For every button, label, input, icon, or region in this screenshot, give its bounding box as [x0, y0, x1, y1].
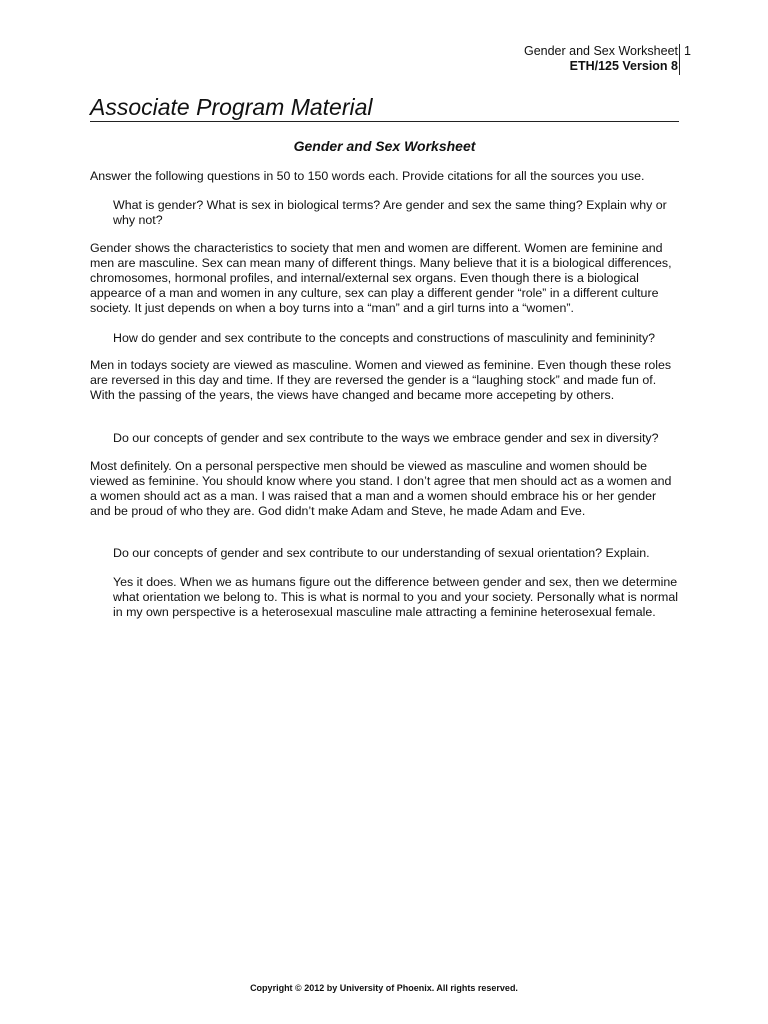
- header-divider: [679, 44, 680, 75]
- question-3: Do our concepts of gender and sex contribute to the ways we embrace gender and sex in diversity?: [113, 431, 659, 446]
- copyright-footer: Copyright © 2012 by University of Phoenix. All rights reserved.: [250, 983, 518, 993]
- page-header: [524, 44, 678, 74]
- worksheet-body: [90, 169, 680, 620]
- answer-3: Most definitely. On a personal perspective men should be viewed as masculine and women should be viewed as feminine. You should know where you stand. I don’t agree that men should act as a women and a women should act as a man. I was raised that a man and a women should embrace his or her gender and be proud of who they are. God didn’t make Adam and Steve, he made Adam and Eve.: [90, 458, 672, 519]
- question-4: Do our concepts of gender and sex contribute to our understanding of sexual orientation? Explain.: [113, 546, 650, 561]
- answer-2: Men in todays society are viewed as masculine. Women and viewed as feminine. Even though these roles are reversed in this day and time. If they are reversed the gender is a “laughing stock” and made fun of. With the passing of the years, the views have changed and became more accepeting by others.: [90, 357, 672, 403]
- title-divider: [90, 121, 679, 122]
- header-course: ETH/125 Version 8: [569, 59, 678, 73]
- question-2: How do gender and sex contribute to the concepts and constructions of masculinity and femininity?: [113, 330, 656, 345]
- question-1: What is gender? What is sex in biological terms? Are gender and sex the same thing? Explain why or why not?: [113, 198, 667, 228]
- worksheet-title: Gender and Sex Worksheet: [293, 138, 476, 154]
- header-doc-title: Gender and Sex Worksheet: [523, 44, 678, 58]
- program-title: Associate Program Material: [90, 94, 373, 120]
- answer-1: Gender shows the characteristics to society that men and women are different. Women are feminine and men are masculine. Sex can mean many of different things. Many believe that it is a biological differences, chromosomes, hormonal profiles, and internal/external sex organs. Even though there is a biological appearce of a man and women in any culture, sex can play a different gender “role” in a different culture society. It just depends on when a boy turns into a “man” and a girl turns into a “women”.: [90, 240, 672, 316]
- answer-4: Yes it does. When we as humans figure out the difference between gender and sex, then we determine what orientation we belong to. This is what is normal to you and your society. Personally what is normal in my own perspective is a heterosexual masculine male attracting a feminine heterosexual female.: [113, 574, 678, 620]
- page-number: 1: [684, 44, 691, 58]
- instructions: Answer the following questions in 50 to 150 words each. Provide citations for all the sources you use.: [90, 169, 645, 183]
